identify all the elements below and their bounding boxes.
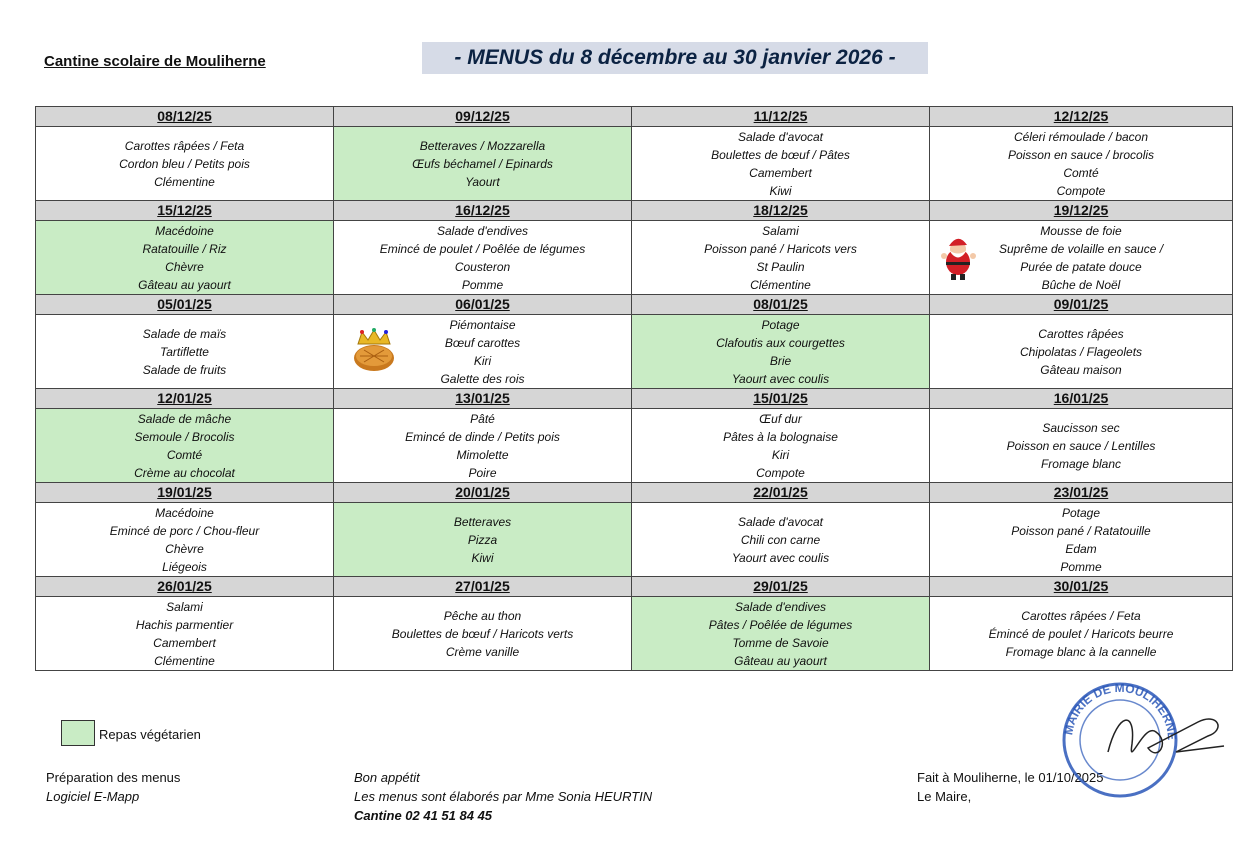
menu-item: Saucisson sec [1042, 420, 1120, 435]
menu-item: Kiwi [471, 550, 494, 565]
menu-item: Emincé de poulet / Poêlée de légumes [379, 241, 586, 256]
menu-item: Boulettes de bœuf / Pâtes [711, 147, 850, 162]
menu-item: Fromage blanc à la cannelle [1005, 644, 1157, 659]
menu-item: Poisson en sauce / Lentilles [1006, 438, 1156, 453]
svg-text:MAIRIE DE MOULIHERNE: MAIRIE DE MOULIHERNE [1061, 682, 1180, 741]
menu-item: Pâtes / Poêlée de légumes [708, 617, 853, 632]
menu-cell [334, 597, 632, 671]
menu-item: Clémentine [154, 653, 215, 668]
menu-item: Chipolatas / Flageolets [1019, 344, 1143, 359]
day-date: 08/01/25 [632, 295, 930, 315]
day-date: 09/01/25 [930, 295, 1233, 315]
menu-item: Macédoine [155, 223, 214, 238]
menu-item: Piémontaise [449, 317, 516, 332]
menu-item: Crème vanille [445, 644, 520, 659]
footer-bon-appetit: Bon appétit [354, 770, 420, 785]
menu-cell [334, 409, 632, 483]
menu-row [36, 127, 1233, 201]
menu-item: Bœuf carottes [444, 335, 521, 350]
menu-item: Salade de mâche [137, 411, 232, 426]
menu-item: Boulettes de bœuf / Haricots verts [391, 626, 574, 641]
menu-item: Cordon bleu / Petits pois [119, 156, 250, 171]
menu-item: Crème au chocolat [134, 465, 235, 480]
menu-cell-vegetarian [36, 409, 334, 483]
menu-cell-vegetarian [36, 221, 334, 295]
footer-middle [354, 768, 652, 825]
menu-item: Yaourt avec coulis [731, 371, 830, 386]
menu-item: Gâteau au yaourt [734, 653, 827, 668]
menu-item: Poisson pané / Ratatouille [1011, 523, 1151, 538]
menu-item: Yaourt [465, 174, 500, 189]
day-date: 26/01/25 [36, 577, 334, 597]
footer-mayor: Le Maire, [917, 789, 972, 804]
menu-cell [36, 503, 334, 577]
menu-item: Pêche au thon [443, 608, 522, 623]
menu-item: Yaourt avec coulis [731, 550, 830, 565]
menu-cell [334, 315, 632, 389]
menu-item: Gâteau maison [1040, 362, 1122, 377]
menu-item: Pomme [461, 277, 504, 292]
menu-cell [36, 315, 334, 389]
day-date: 12/01/25 [36, 389, 334, 409]
menu-item: Purée de patate douce [1020, 259, 1142, 274]
menu-cell [632, 503, 930, 577]
menu-item: Betteraves / Mozzarella [419, 138, 546, 153]
date-row [36, 107, 1233, 127]
menu-item: Carottes râpées / Feta [124, 138, 245, 153]
menu-cell-vegetarian [334, 127, 632, 201]
canteen-name: Cantine scolaire de Mouliherne [44, 53, 266, 70]
menu-item: Salami [166, 599, 203, 614]
menu-item: St Paulin [756, 259, 805, 274]
menu-item: Potage [761, 317, 800, 332]
menu-item: Betteraves [453, 514, 512, 529]
day-date: 08/12/25 [36, 107, 334, 127]
menu-item: Poisson pané / Haricots vers [704, 241, 857, 256]
day-date: 19/01/25 [36, 483, 334, 503]
menu-item: Œuf dur [759, 411, 802, 426]
menu-item: Kiri [771, 447, 790, 462]
menu-item: Chèvre [165, 259, 204, 274]
day-date: 27/01/25 [334, 577, 632, 597]
menu-row [36, 503, 1233, 577]
menu-item: Edam [1065, 541, 1097, 556]
menu-cell [930, 127, 1233, 201]
menu-cell [930, 409, 1233, 483]
menu-item: Gâteau au yaourt [138, 277, 231, 292]
menu-item: Salade d'avocat [737, 514, 824, 529]
footer-prep-label: Préparation des menus [46, 770, 181, 785]
footer-software: Logiciel E-Mapp [46, 789, 140, 804]
menu-item: Chili con carne [740, 532, 821, 547]
menu-item: Clémentine [750, 277, 811, 292]
menu-item: Cousteron [454, 259, 511, 274]
vegetarian-legend-swatch [61, 720, 95, 746]
menu-item: Salade d'avocat [737, 129, 824, 144]
day-date: 06/01/25 [334, 295, 632, 315]
menu-cell [930, 221, 1233, 295]
menu-item: Camembert [749, 165, 812, 180]
date-row [36, 389, 1233, 409]
menu-cell [930, 315, 1233, 389]
menu-row [36, 597, 1233, 671]
menu-item: Émincé de poulet / Haricots beurre [988, 626, 1174, 641]
menu-row [36, 221, 1233, 295]
menu-item: Tartiflette [160, 344, 209, 359]
menu-item: Macédoine [155, 505, 214, 520]
menu-item: Pizza [467, 532, 498, 547]
menu-cell [930, 503, 1233, 577]
footer-phone: Cantine 02 41 51 84 45 [354, 808, 493, 823]
menu-item: Liégeois [162, 559, 207, 574]
page-title: - MENUS du 8 décembre au 30 janvier 2026 - [454, 46, 896, 69]
day-date: 16/01/25 [930, 389, 1233, 409]
menu-cell [36, 597, 334, 671]
galette-crown-icon [352, 326, 396, 376]
day-date: 13/01/25 [334, 389, 632, 409]
menu-item: Ratatouille / Riz [142, 241, 227, 256]
menu-item: Salade d'endives [734, 599, 827, 614]
menu-row [36, 315, 1233, 389]
footer-signed-at: Fait à Mouliherne, le 01/10/2025 [917, 770, 1104, 785]
menu-item: Kiwi [769, 183, 792, 198]
day-date: 11/12/25 [632, 107, 930, 127]
menu-item: Poisson en sauce / brocolis [1007, 147, 1155, 162]
day-date: 12/12/25 [930, 107, 1233, 127]
menu-item: Camembert [153, 635, 216, 650]
menu-item: Brie [769, 353, 792, 368]
day-date: 29/01/25 [632, 577, 930, 597]
menu-item: Mousse de foie [1040, 223, 1122, 238]
title-banner [422, 42, 928, 74]
menu-item: Semoule / Brocolis [134, 429, 235, 444]
day-date: 15/12/25 [36, 201, 334, 221]
menu-cell [632, 221, 930, 295]
date-row [36, 201, 1233, 221]
menu-item: Emincé de porc / Chou-fleur [109, 523, 260, 538]
menu-item: Poire [468, 465, 497, 480]
menu-table [35, 106, 1233, 671]
menu-item: Kiri [473, 353, 492, 368]
menu-item: Clémentine [154, 174, 215, 189]
menu-item: Œufs béchamel / Epinards [412, 156, 553, 171]
menu-item: Pâté [470, 411, 495, 426]
menu-item: Céleri rémoulade / bacon [1013, 129, 1149, 144]
menu-item: Pâtes à la bolognaise [723, 429, 838, 444]
day-date: 30/01/25 [930, 577, 1233, 597]
menu-cell [632, 127, 930, 201]
menu-item: Galette des rois [440, 371, 525, 386]
menu-item: Salade de fruits [142, 362, 227, 377]
menu-cell [930, 597, 1233, 671]
menu-item: Mimolette [456, 447, 509, 462]
menu-item: Emincé de dinde / Petits pois [405, 429, 560, 444]
date-row [36, 577, 1233, 597]
menu-item: Comté [166, 447, 203, 462]
menu-row [36, 409, 1233, 483]
menu-cell [36, 127, 334, 201]
santa-icon [936, 232, 980, 282]
menu-cell-vegetarian [632, 315, 930, 389]
date-row [36, 483, 1233, 503]
day-date: 15/01/25 [632, 389, 930, 409]
menu-cell [334, 221, 632, 295]
menu-item: Comté [1063, 165, 1099, 180]
menu-item: Pomme [1060, 559, 1102, 574]
day-date: 19/12/25 [930, 201, 1233, 221]
footer-author: Les menus sont élaborés par Mme Sonia HEURTIN [354, 789, 653, 804]
menu-cell [632, 409, 930, 483]
menu-item: Carottes râpées / Feta [1021, 608, 1141, 623]
menu-item: Potage [1061, 505, 1101, 520]
date-row [36, 295, 1233, 315]
menu-item: Bûche de Noël [1041, 277, 1121, 292]
mairie-stamp-icon [1048, 682, 1238, 802]
menu-item: Tomme de Savoie [732, 635, 829, 650]
day-date: 18/12/25 [632, 201, 930, 221]
menu-item: Clafoutis aux courgettes [716, 335, 845, 350]
menu-item: Salami [762, 223, 799, 238]
menu-item: Chèvre [165, 541, 204, 556]
menu-item: Hachis parmentier [135, 617, 234, 632]
menu-item: Carottes râpées [1038, 326, 1124, 341]
day-date: 20/01/25 [334, 483, 632, 503]
menu-item: Salade de maïs [142, 326, 227, 341]
footer-left [46, 768, 180, 806]
menu-item: Fromage blanc [1040, 456, 1122, 471]
menu-item: Suprême de volaille en sauce / [998, 241, 1164, 256]
day-date: 23/01/25 [930, 483, 1233, 503]
menu-cell-vegetarian [334, 503, 632, 577]
day-date: 09/12/25 [334, 107, 632, 127]
day-date: 16/12/25 [334, 201, 632, 221]
menu-item: Salade d'endives [436, 223, 529, 238]
day-date: 22/01/25 [632, 483, 930, 503]
menu-item: Compote [756, 465, 805, 480]
menu-item: Compote [1056, 183, 1106, 198]
menu-cell-vegetarian [632, 597, 930, 671]
vegetarian-legend-label: Repas végétarien [99, 727, 201, 742]
day-date: 05/01/25 [36, 295, 334, 315]
